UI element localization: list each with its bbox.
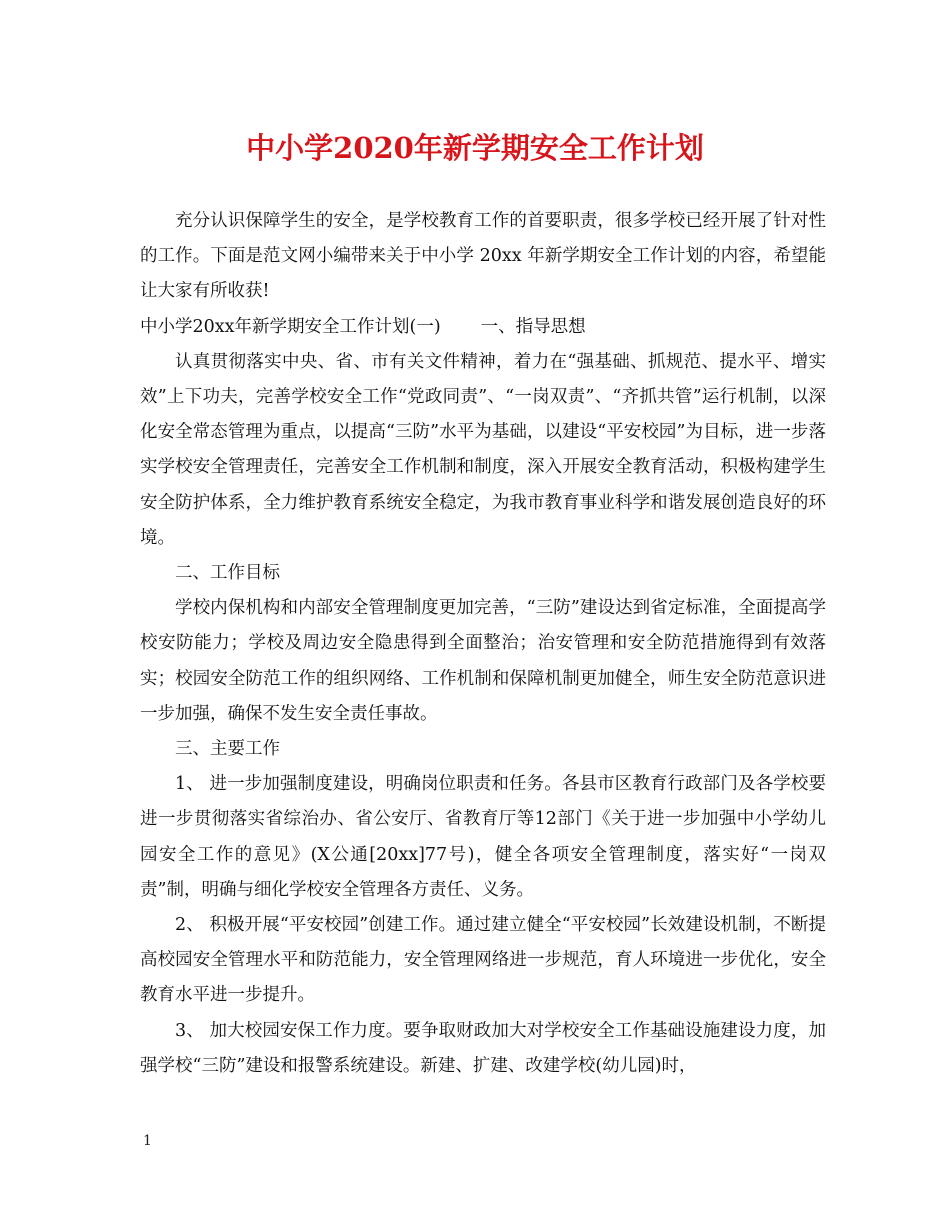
document-body bbox=[140, 204, 826, 1084]
subtitle-row bbox=[140, 310, 826, 345]
section-3-heading: 三、主要工作 bbox=[175, 739, 280, 760]
section-1-paragraph: 认真贯彻落实中央、省、市有关文件精神，着力在“强基础、抓规范、提水平、增实效”上下功夫，完善学校安全工作“党政同责”、“一岗双责”、“齐抓共管”运行机制，以深化安全常态管理为重点，以提高“三防”水平为基础，以建设“平安校园”为目标，进一步落实学校安全管理责任，完善安全工作机制和制度，深入开展安全教育活动，积极构建学生安全防护体系，全力维护教育系统安全稳定，为我市教育事业科学和谐发展创造良好的环境。 bbox=[140, 351, 826, 548]
plan-subtitle: 中小学20xx年新学期安全工作计划(一) bbox=[140, 316, 441, 337]
document-title: 中小学2020年新学期安全工作计划 bbox=[246, 131, 704, 165]
work-item-3: 3、 加大校园安保工作力度。要争取财政加大对学校安全工作基础设施建设力度，加强学校“三防”建设和报警系统建设。新建、扩建、改建学校(幼儿园)时， bbox=[140, 1020, 826, 1076]
section-2-paragraph: 学校内保机构和内部安全管理制度更加完善，“三防”建设达到省定标准，全面提高学校安防能力；学校及周边安全隐患得到全面整治；治安管理和安全防范措施得到有效落实；校园安全防范工作的组织网络、工作机制和保障机制更加健全，师生安全防范意识进一步加强，确保不发生安全责任事故。 bbox=[140, 598, 826, 724]
section-1-heading: 一、指导思想 bbox=[480, 316, 586, 337]
page-number: 1 bbox=[143, 1133, 152, 1149]
work-item-1: 1、 进一步加强制度建设，明确岗位职责和任务。各县市区教育行政部门及各学校要进一步贯彻落实省综治办、省公安厅、省教育厅等12部门《关于进一步加强中小学幼儿园安全工作的意见》(X公通[20xx]77号)，健全各项安全管理制度，落实好“一岗双责”制，明确与细化学校安全管理各方责任、义务。 bbox=[140, 774, 826, 900]
work-item-2: 2、 积极开展“平安校园”创建工作。通过建立健全“平安校园”长效建设机制，不断提高校园安全管理水平和防范能力，安全管理网络进一步规范，育人环境进一步优化，安全教育水平进一步提升。 bbox=[140, 915, 826, 1006]
section-2-heading: 二、工作目标 bbox=[175, 563, 280, 584]
intro-paragraph: 充分认识保障学生的安全，是学校教育工作的首要职责，很多学校已经开展了针对性的工作。下面是范文网小编带来关于中小学 20xx 年新学期安全工作计划的内容，希望能让大家有所收获! bbox=[140, 211, 826, 302]
